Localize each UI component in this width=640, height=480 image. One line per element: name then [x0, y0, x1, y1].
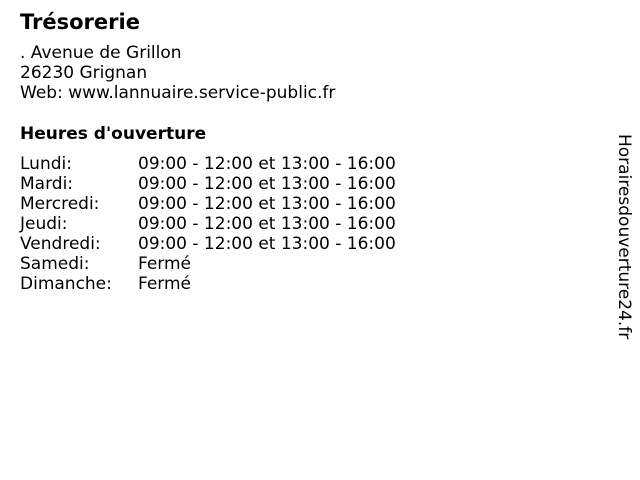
hours-table — [20, 154, 396, 294]
time-value: 09:00 - 12:00 et 13:00 - 16:00 — [138, 174, 396, 194]
hours-row-mardi — [20, 174, 396, 194]
hours-heading: Heures d'ouverture — [20, 124, 207, 144]
time-value: 09:00 - 12:00 et 13:00 - 16:00 — [138, 214, 396, 234]
day-label: Mardi: — [20, 174, 74, 194]
website-line: Web: www.lannuaire.service-public.fr — [20, 83, 336, 103]
hours-row-samedi — [20, 254, 396, 274]
site-watermark: Horairesdouverture24.fr — [614, 134, 634, 340]
day-label: Jeudi: — [20, 214, 68, 234]
time-value: 09:00 - 12:00 et 13:00 - 16:00 — [138, 194, 396, 214]
hours-row-dimanche — [20, 274, 396, 294]
time-value: 09:00 - 12:00 et 13:00 - 16:00 — [138, 154, 396, 174]
hours-row-vendredi — [20, 234, 396, 254]
time-value: Fermé — [138, 254, 192, 274]
address-street: . Avenue de Grillon — [20, 43, 182, 63]
day-label: Mercredi: — [20, 194, 100, 214]
address-block — [20, 43, 335, 103]
day-label: Vendredi: — [20, 234, 101, 254]
day-label: Lundi: — [20, 154, 72, 174]
day-label: Dimanche: — [20, 274, 112, 294]
time-value: Fermé — [138, 274, 192, 294]
day-label: Samedi: — [20, 254, 90, 274]
page-title: Trésorerie — [20, 10, 140, 34]
address-city: 26230 Grignan — [20, 63, 148, 83]
hours-row-mercredi — [20, 194, 396, 214]
hours-row-jeudi — [20, 214, 396, 234]
time-value: 09:00 - 12:00 et 13:00 - 16:00 — [138, 234, 396, 254]
hours-row-lundi — [20, 154, 396, 174]
